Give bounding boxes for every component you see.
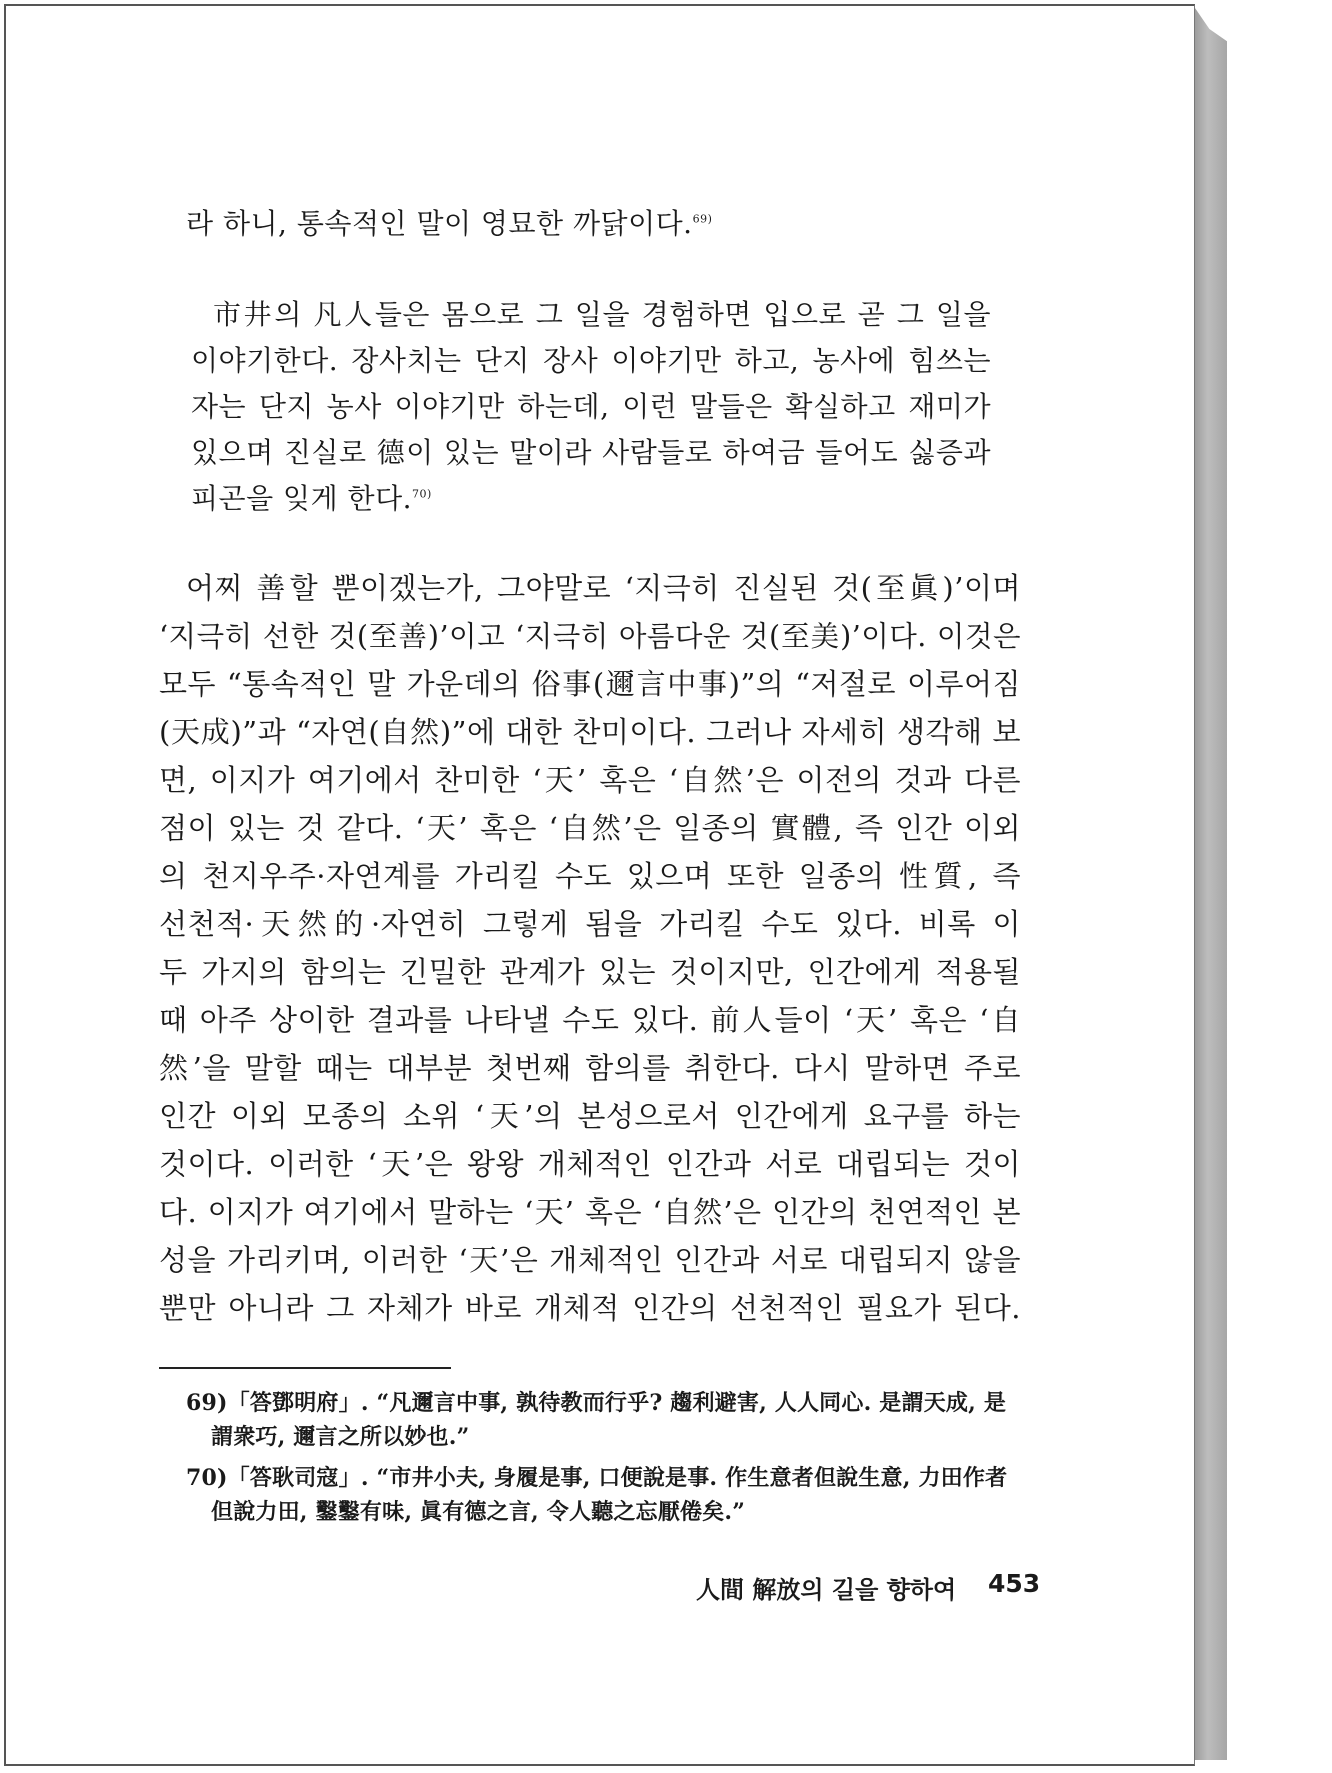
- book-page-edge: [1195, 8, 1227, 1760]
- body-line: 어찌 善할 뿐이겠는가, 그야말로 ‘지극히 진실된 것(至眞)’이며: [186, 571, 1021, 605]
- footnote-69-line1: 69)「答鄧明府」. “凡邇言中事, 孰待教而行乎? 趨利避害, 人人同心. 是謂天成, 是: [186, 1390, 1007, 1416]
- block-quote-line: 市井의 凡人들은 몸으로 그 일을 경험하면 입으로 곧 그 일을: [213, 298, 991, 331]
- body-line: 성을 가리키며, 이러한 ‘天’은 개체적인 인간과 서로 대립되지 않을: [159, 1243, 1021, 1277]
- running-footer-title: 人間 解放의 길을 향하여: [696, 1575, 957, 1604]
- page-number: 453: [988, 1569, 1041, 1598]
- body-line: (天成)”과 “자연(自然)”에 대한 찬미이다. 그러나 자세히 생각해 보: [159, 715, 1021, 749]
- body-line: 점이 있는 것 같다. ‘天’ 혹은 ‘自然’은 일종의 實體, 즉 인간 이외: [159, 811, 1021, 845]
- footnote-divider: [159, 1367, 451, 1369]
- body-line: 선천적·天然的·자연히 그렇게 됨을 가리킬 수도 있다. 비록 이: [159, 907, 1021, 941]
- body-line: 두 가지의 함의는 긴밀한 관계가 있는 것이지만, 인간에게 적용될: [159, 955, 1021, 989]
- footnote-70-line2: 但說力田, 鑿鑿有味, 眞有德之言, 令人聽之忘厭倦矣.”: [211, 1499, 746, 1525]
- block-quote-last-text: 피곤을 잊게 한다.: [191, 482, 413, 515]
- quote-lead-text: 라 하니, 통속적인 말이 영묘한 까닭이다.: [186, 207, 693, 240]
- footnote-ref-70: 70): [412, 487, 432, 501]
- body-line: 모두 “통속적인 말 가운데의 俗事(邇言中事)”의 “저절로 이루어짐: [159, 667, 1021, 701]
- quote-lead-line: [186, 202, 986, 242]
- block-quote-line: 자는 단지 농사 이야기만 하는데, 이런 말들은 확실하고 재미가: [191, 390, 991, 423]
- footnote-69-line2: 謂衆巧, 邇言之所以妙也.”: [211, 1424, 470, 1450]
- block-quote-line: 있으며 진실로 德이 있는 말이라 사람들로 하여금 들어도 싫증과: [191, 436, 991, 469]
- footnote-ref-69: 69): [692, 212, 713, 226]
- book-page: [4, 4, 1195, 1766]
- body-line: ‘지극히 선한 것(至善)’이고 ‘지극히 아름다운 것(至美)’이다. 이것은: [159, 620, 1021, 653]
- block-quote-last-line: [191, 477, 991, 517]
- body-line: 면, 이지가 여기에서 찬미한 ‘天’ 혹은 ‘自然’은 이전의 것과 다른: [159, 763, 1021, 797]
- footnote-70-line1: 70)「答耿司寇」. “市井小夫, 身履是事, 口便說是事. 作生意者但說生意, 力田作者: [186, 1465, 1008, 1491]
- body-line: 때 아주 상이한 결과를 나타낼 수도 있다. 前人들이 ‘天’ 혹은 ‘自: [159, 1003, 1021, 1037]
- body-line: 뿐만 아니라 그 자체가 바로 개체적 인간의 선천적인 필요가 된다.: [159, 1291, 1021, 1325]
- body-line: 인간 이외 모종의 소위 ‘天’의 본성으로서 인간에게 요구를 하는: [159, 1099, 1021, 1133]
- body-line: 然’을 말할 때는 대부분 첫번째 함의를 취한다. 다시 말하면 주로: [159, 1051, 1021, 1085]
- body-line: 의 천지우주·자연계를 가리킬 수도 있으며 또한 일종의 性質, 즉: [159, 859, 1021, 893]
- body-line: 다. 이지가 여기에서 말하는 ‘天’ 혹은 ‘自然’은 인간의 천연적인 본: [159, 1195, 1021, 1229]
- block-quote-line: 이야기한다. 장사치는 단지 장사 이야기만 하고, 농사에 힘쓰는: [191, 344, 991, 377]
- body-line: 것이다. 이러한 ‘天’은 왕왕 개체적인 인간과 서로 대립되는 것이: [159, 1147, 1021, 1181]
